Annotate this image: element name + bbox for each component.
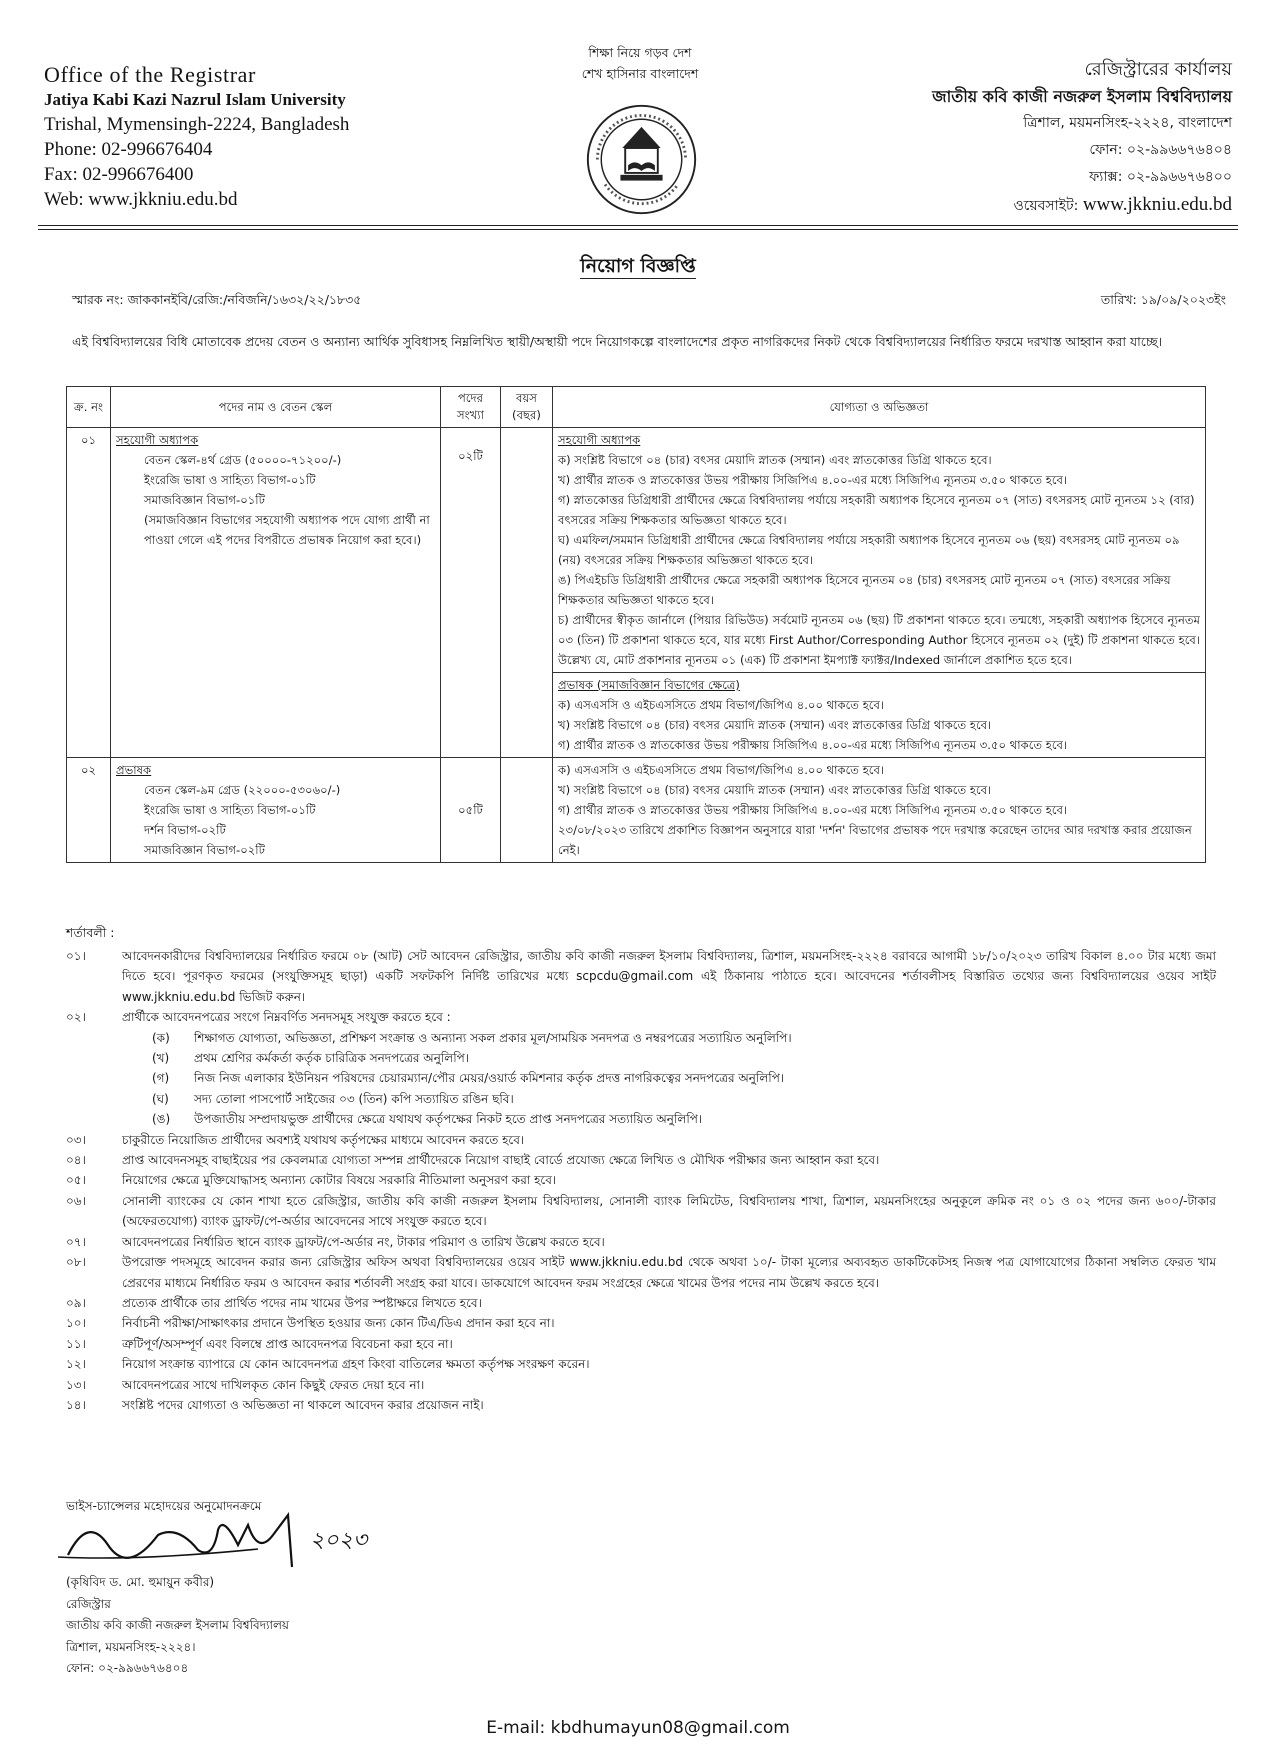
qualification-item: গ) প্রার্থীর স্নাতক ও স্নাতকোত্তর উভয় পরীক্ষায় সিজিপিএ ৪.০০-এর মধ্যে সিজিপিএ ন্যূনতম ৩.৫০ থাকতে হবে। (558, 738, 1068, 752)
condition-item (66, 1334, 1216, 1354)
qualification-item: ক) সংশ্লিষ্ট বিভাগে ০৪ (চার) বৎসর মেয়াদি স্নাতক (সম্মান) এবং স্নাতকোত্তর ডিগ্রি থাকতে হবে। (558, 453, 992, 467)
memo-number: স্মারক নং: জাককানইবি/রেজি:/নবিজনি/১৬৩২/২২/১৮৩৫ (72, 292, 362, 307)
notice-date: তারিখ: ১৯/০৯/২০২৩ইং (1100, 292, 1226, 307)
subitem-key: (খ) (152, 1051, 170, 1066)
qualification-cell (553, 758, 1206, 863)
condition-item (66, 1150, 1216, 1170)
col-qualification: যোগ্যতা ও অভিজ্ঞতা (553, 387, 1206, 428)
department: সমাজবিজ্ঞান বিভাগ-০২টি (144, 843, 265, 857)
condition-text: সংশ্লিষ্ট পদের যোগ্যতা ও অভিজ্ঞতা না থাকলে আবেদন করার প্রয়োজন নাই। (122, 1397, 484, 1412)
condition-number: ০৯। (66, 1295, 86, 1310)
email-address: kbdhumayun08@gmail.com (550, 1718, 790, 1738)
condition-text: প্রত্যেক প্রার্থীকে তার প্রার্থিত পদের নাম খামের উপর স্পষ্টাক্ষরে লিখতে হবে। (122, 1295, 482, 1310)
condition-text: আবেদনপত্রের সাথে দাখিলকৃত কোন কিছুই ফেরত দেয়া হবে না। (122, 1377, 425, 1392)
condition-item (66, 1191, 1216, 1232)
signatory-designation: রেজিস্ট্রার (66, 1596, 111, 1611)
signatory-university: জাতীয় কবি কাজী নজরুল ইসলাম বিশ্ববিদ্যালয় (66, 1618, 289, 1632)
conditions-title: শর্তাবলী : (66, 925, 115, 940)
post-note: (সমাজবিজ্ঞান বিভাগের সহযোগী অধ্যাপক পদে যোগ্য প্রার্থী না পাওয়া গেলে এই পদের বিপরীতে প্রভাষক নিয়োগ করা হবে।) (144, 513, 430, 547)
motto-line-1: শিক্ষা নিয়ে গড়ব দেশ (588, 45, 692, 60)
age-cell (501, 758, 553, 863)
col-sl: ক্র. নং (67, 387, 111, 428)
condition-number: ০৭। (66, 1234, 86, 1249)
subitem-key: (ক) (152, 1030, 170, 1045)
condition-number: ১২। (66, 1357, 86, 1372)
qualification-item: ক) এসএসসি ও এইচএসসিতে প্রথম বিভাগ/জিপিএ ৪.০০ থাকতে হবে। (558, 698, 885, 712)
condition-item (66, 1252, 1216, 1293)
website-bn: www.jkkniu.edu.bd (1082, 194, 1232, 215)
university-name: Jatiya Kabi Kazi Nazrul Islam University (44, 90, 346, 109)
posts-table (66, 386, 1206, 863)
qualification-item: খ) প্রার্থীর স্নাতক ও স্নাতকোত্তর উভয় পরীক্ষায় সিজিপিএ ৪.০০-এর মধ্যে সিজিপিএ ন্যূনতম ৩.৫০ থাকতে হবে। (558, 473, 1068, 487)
notice-title-text: নিয়োগ বিজ্ঞপ্তি (580, 255, 696, 277)
pay-scale: বেতন স্কেল-৯ম গ্রেড (২২০০০-৫৩০৬০/-) (144, 783, 341, 797)
condition-item (66, 1375, 1216, 1395)
condition-text: প্রার্থীকে আবেদনপত্রের সংগে নিম্নবর্ণিত সনদসমূহ সংযুক্ত করতে হবে : (122, 1010, 451, 1025)
fax-bn: ফ্যাক্স: ০২-৯৯৬৬৭৬৪০০ (1089, 169, 1232, 185)
email-label: E-mail: (486, 1718, 546, 1738)
condition-number: ০৫। (66, 1173, 86, 1188)
qualification-item: খ) সংশ্লিষ্ট বিভাগে ০৪ (চার) বৎসর মেয়াদি স্নাতক (সম্মান) এবং স্নাতকোত্তর ডিগ্রি থাকতে হবে। (558, 783, 992, 797)
footer-email (0, 1718, 1276, 1738)
condition-item (66, 1170, 1216, 1190)
col-post: পদের নাম ও বেতন স্কেল (111, 387, 441, 428)
col-age: বয়স (বছর) (501, 387, 553, 428)
phone: Phone: 02-996676404 (44, 139, 213, 160)
subitem-text: শিক্ষাগত যোগ্যতা, অভিজ্ঞতা, প্রশিক্ষণ সংক্রান্ত ও অন্যান্য সকল প্রকার মূল/সাময়িক সনদপত্র ও নম্বরপত্রের সত্যায়িত অনুলিপি। (194, 1030, 792, 1045)
department: সমাজবিজ্ঞান বিভাগ-০১টি (144, 493, 265, 507)
subitem-text: সদ্য তোলা পাসপোর্ট সাইজের ০৩ (তিন) কপি সত্যায়িত রঙিন ছবি। (194, 1091, 514, 1106)
motto (520, 42, 760, 84)
condition-item (66, 1232, 1216, 1252)
condition-number: ০২। (66, 1010, 86, 1025)
row-sl: ০১ (67, 428, 111, 758)
condition-subitem (66, 1048, 1216, 1068)
signatory-phone: ফোন: ০২-৯৯৬৬৭৬৪০৪ (66, 1661, 189, 1675)
col-count: পদের সংখ্যা (441, 387, 501, 428)
condition-number: ১০। (66, 1316, 86, 1331)
fax: Fax: 02-996676400 (44, 164, 194, 185)
condition-number: ০৩। (66, 1132, 86, 1147)
qualification-item: চ) প্রার্থীদের স্বীকৃত জার্নালে (পিয়ার রিভিউড) সর্বমোট ন্যূনতম ০৬ (ছয়) টি প্রকাশনা থাকতে হবে। তন্মধ্যে, সহকারী অধ্যাপক হিসেবে ন্যূনতম ০৩ (তিন) টি প্রকাশনা থাকতে হবে, যার মধ্যে First Author/Corresponding Author হিসেবে ন্যূনতম ০২ (দুই) টি প্রকাশনা থাকতে হবে। উল্লেখ্য যে, মোট প্রকাশনার ন্যূনতম ০১ (এক) টি প্রকাশনা ইমপ্যাক্ট ফ্যাক্টর/Indexed জার্নালে প্রকাশিত হতে হবে। (558, 613, 1200, 667)
header-bangla (932, 56, 1232, 220)
notice-title (0, 252, 1276, 284)
qualification-item: খ) সংশ্লিষ্ট বিভাগে ০৪ (চার) বৎসর মেয়াদি স্নাতক (সম্মান) এবং স্নাতকোত্তর ডিগ্রি থাকতে হবে। (558, 718, 992, 732)
condition-number: ০১। (66, 949, 86, 963)
header-divider (38, 225, 1238, 226)
qualification-item: গ) প্রার্থীর স্নাতক ও স্নাতকোত্তর উভয় পরীক্ষায় সিজিপিএ ৪.০০-এর মধ্যে সিজিপিএ ন্যূনতম ৩.৫০ থাকতে হবে। (558, 803, 1068, 817)
condition-text: প্রাপ্ত আবেদনসমূহ বাছাইয়ের পর কেবলমাত্র যোগ্যতা সম্পন্ন প্রার্থীদেরকে নিয়োগ বাছাই বোর্ডে প্রযোজ্য ক্ষেত্রে লিখিত ও মৌখিক পরীক্ষার জন্য আহ্বান করা হবে। (122, 1153, 880, 1168)
condition-text: ত্রুটিপূর্ণ/অসম্পূর্ণ এবং বিলম্বে প্রাপ্ত আবেদনপত্র বিবেচনা করা হবে না। (122, 1336, 453, 1351)
condition-subitem (66, 1028, 1216, 1048)
qualification-item: গ) স্নাতকোত্তর ডিগ্রিধারী প্রার্থীদের ক্ষেত্রে বিশ্ববিদ্যালয় পর্যায়ে সহকারী অধ্যাপক হিসেবে ন্যূনতম ০৭ (সাত) বৎসরসহ মোট ন্যূনতম ১২ (বার) বৎসরের সক্রিয় শিক্ষকতার অভিজ্ঞতা থাকতে হবে। (558, 493, 1195, 527)
website: Web: www.jkkniu.edu.bd (44, 189, 238, 210)
condition-text: নিয়োগ সংক্রান্ত ব্যাপারে যে কোন আবেদনপত্র গ্রহণ কিংবা বাতিলের ক্ষমতা কর্তৃপক্ষ সংরক্ষণ করেন। (122, 1357, 590, 1372)
condition-subitem (66, 1109, 1216, 1129)
subitem-text: নিজ নিজ এলাকার ইউনিয়ন পরিষদের চেয়ারম্যান/পৌর মেয়র/ওয়ার্ড কমিশনার কর্তৃক প্রদত্ত নাগরিকত্বের সনদপত্রের অনুলিপি। (194, 1071, 785, 1086)
row-post-cell (111, 428, 441, 758)
condition-item (66, 1395, 1216, 1415)
qualification-item: ২৩/০৮/২০২৩ তারিখে প্রকাশিত বিজ্ঞাপন অনুসারে যারা 'দর্শন' বিভাগের প্রভাষক পদে দরখাস্ত করেছেন তাদের আর দরখাস্ত করার প্রয়োজন নেই। (558, 823, 1192, 857)
condition-number: ০৬। (66, 1193, 86, 1208)
header-english (44, 62, 349, 212)
age-cell (501, 428, 553, 758)
office-title: Office of the Registrar (44, 62, 256, 87)
subitem-key: (ঘ) (152, 1091, 169, 1106)
condition-number: ০৮। (66, 1255, 86, 1270)
conditions-list (66, 946, 1216, 1415)
condition-text: নিয়োগের ক্ষেত্রে মুক্তিযোদ্ধাসহ অন্যান্য কোটার বিষয়ে সরকারি নীতিমালা অনুসরণ করা হবে। (122, 1173, 557, 1188)
address: Trishal, Mymensingh-2224, Bangladesh (44, 114, 350, 135)
condition-number: ১১। (66, 1336, 86, 1351)
university-seal-icon (584, 102, 699, 217)
intro-paragraph: এই বিশ্ববিদ্যালয়ের বিধি মোতাবেক প্রদেয় বেতন ও অন্যান্য আর্থিক সুবিধাসহ নিম্নলিখিত স্থায়ী/অস্থায়ী পদে নিয়োগকল্পে বাংলাদেশের প্রকৃত নাগরিকদের নিকট থেকে বিশ্ববিদ্যালয়ের নির্ধারিত ফরমে দরখাস্ত আহ্বান করা যাচ্ছে। (72, 334, 1163, 349)
department: দর্শন বিভাগ-০২টি (144, 823, 226, 837)
post-name: প্রভাষক (116, 763, 152, 777)
condition-text: নির্বাচনী পরীক্ষা/সাক্ষাৎকার প্রদানে উপস্থিত হওয়ার জন্য কোন টিএ/ডিএ প্রদান করা হবে না। (122, 1316, 555, 1331)
condition-subitem (66, 1068, 1216, 1088)
website-label-bn: ওয়েবসাইট: (1013, 198, 1079, 214)
table-row (67, 758, 1206, 863)
condition-item (66, 1313, 1216, 1333)
post-count: ০৫টি (441, 758, 501, 863)
condition-item (66, 1354, 1216, 1374)
condition-text: আবেদনপত্রের নির্ধারিত স্থানে ব্যাংক ড্রাফট/পে-অর্ডার নং, টাকার পরিমাণ ও তারিখ উল্লেখ করতে হবে। (122, 1234, 605, 1249)
row-post-cell (111, 758, 441, 863)
condition-item (66, 1293, 1216, 1313)
signature-date-scrawl: ২০২৩ (310, 1528, 368, 1553)
qualification-cell (553, 428, 1206, 758)
row-sl: ০২ (67, 758, 111, 863)
condition-text: সোনালী ব্যাংকের যে কোন শাখা হতে রেজিস্ট্রার, জাতীয় কবি কাজী নজরুল ইসলাম বিশ্ববিদ্যালয়, সোনালী ব্যাংক লিমিটেড, বিশ্ববিদ্যালয় শাখা, ত্রিশাল, ময়মনসিংহের অনুকূলে ক্রমিক নং ০১ ও ০২ পদের জন্য ৬০০/-টাকার (অফেরতযোগ্য) ব্যাংক ড্রাফট/পে-অর্ডার আবেদনের সাথে সংযুক্ত করতে হবে। (122, 1193, 1216, 1229)
condition-number: ০৪। (66, 1153, 86, 1168)
signatory-address: ত্রিশাল, ময়মনসিংহ-২২২৪। (66, 1639, 196, 1654)
qualification-heading: প্রভাষক (সমাজবিজ্ঞান বিভাগের ক্ষেত্রে) (558, 678, 740, 692)
signature-block (66, 1572, 289, 1680)
condition-text: উপরোক্ত পদসমূহে আবেদন করার জন্য রেজিস্ট্রার অফিস অথবা বিশ্ববিদ্যালয়ের ওয়েব সাইট www.jkkniu.edu.bd থেকে অথবা ১০/- টাকা মূল্যের অব্যবহৃত ডাকটিকেটসহ নিজস্ব পত্র যোগাযোগের ঠিকানা সম্বলিত ফেরত খাম প্রেরণের মাধ্যমে নির্ধারিত ফরম ও আবেদন করার শর্তাবলী সংগ্রহ করা যাবে। ডাকযোগে আবেদন ফরম সংগ্রহের ক্ষেত্রে খামের উপর পদের নাম উল্লেখ করতে হবে। (122, 1255, 1216, 1290)
signatory-name: (কৃষিবিদ ড. মো. হুমায়ুন কবীর) (66, 1575, 215, 1589)
department: ইংরেজি ভাষা ও সাহিত্য বিভাগ-০১টি (144, 473, 316, 487)
table-row (67, 428, 1206, 758)
qualification-item: ক) এসএসসি ও এইচএসসিতে প্রথম বিভাগ/জিপিএ ৪.০০ থাকতে হবে। (558, 763, 885, 777)
table-header-row (67, 387, 1206, 428)
condition-item (66, 1130, 1216, 1150)
post-count: ০২টি (441, 428, 501, 758)
condition-text: আবেদনকারীদের বিশ্ববিদ্যালয়ের নির্ধারিত ফরমে ০৮ (আট) সেট আবেদন রেজিস্ট্রার, জাতীয় কবি কাজী নজরুল ইসলাম বিশ্ববিদ্যালয়, ত্রিশাল, ময়মনসিংহ-২২২৪ বরাবরে আগামী ১৮/১০/২০২৩ তারিখ বিকাল ৪.০০ টার মধ্যে জমা দিতে হবে। পূরণকৃত ফরমের (সংযুক্তিসমূহ ছাড়া) একটি সফটকপি নির্দিষ্ট তারিখের মধ্যে scpcdu@gmail.com এই ঠিকানায় পাঠাতে হবে। আবেদনের শর্তাবলীসহ বিস্তারিত তথ্যের জন্য বিশ্ববিদ্যালয়ের ওয়েব সাইট www.jkkniu.edu.bd ভিজিট করুন। (122, 949, 1216, 1004)
condition-item (66, 1007, 1216, 1027)
pay-scale: বেতন স্কেল-৪র্থ গ্রেড (৫০০০০-৭১২০০/-) (144, 453, 342, 467)
motto-line-2: শেখ হাসিনার বাংলাদেশ (581, 66, 699, 81)
condition-number: ১৪। (66, 1397, 86, 1412)
university-name-bn: জাতীয় কবি কাজী নজরুল ইসলাম বিশ্ববিদ্যালয় (932, 87, 1232, 106)
subitem-key: (ঙ) (152, 1112, 171, 1127)
qualification-item: ঙ) পিএইচডি ডিগ্রিধারী প্রার্থীদের ক্ষেত্রে সহকারী অধ্যাপক হিসেবে ন্যূনতম ০৪ (চার) বৎসরসহ মোট ন্যূনতম ০৭ (সাত) বৎসরের সক্রিয় শিক্ষকতার অভিজ্ঞতা থাকতে হবে। (558, 573, 1171, 607)
condition-subitem (66, 1089, 1216, 1109)
qualification-heading: সহযোগী অধ্যাপক (558, 433, 641, 447)
condition-item (66, 946, 1216, 1007)
qualification-item: ঘ) এমফিল/সমমান ডিগ্রিধারী প্রার্থীদের ক্ষেত্রে বিশ্ববিদ্যালয় পর্যায়ে সহকারী অধ্যাপক হিসেবে ন্যূনতম ০৬ (ছয়) বৎসরসহ মোট ন্যূনতম ০৯ (নয়) বৎসরের সক্রিয় শিক্ষকতার অভিজ্ঞতা থাকতে হবে। (558, 533, 1180, 567)
subitem-text: উপজাতীয় সম্প্রদায়ভুক্ত প্রার্থীদের ক্ষেত্রে যথাযথ কর্তৃপক্ষের নিকট হতে প্রাপ্ত সনদপত্রের সত্যায়িত অনুলিপি। (194, 1112, 703, 1127)
signature-scrawl-icon (48, 1505, 408, 1575)
condition-number: ১৩। (66, 1377, 86, 1392)
post-name: সহযোগী অধ্যাপক (116, 433, 199, 447)
subitem-key: (গ) (152, 1071, 170, 1086)
signature-intro: ভাইস-চ্যান্সেলর মহোদয়ের অনুমোদনক্রমে (66, 1499, 262, 1513)
office-title-bn: রেজিস্ট্রারের কার্যালয় (1084, 59, 1232, 80)
department: ইংরেজি ভাষা ও সাহিত্য বিভাগ-০১টি (144, 803, 316, 817)
header-divider-2 (38, 229, 1238, 230)
phone-bn: ফোন: ০২-৯৯৬৬৭৬৪০৪ (1089, 142, 1232, 158)
condition-text: চাকুরীতে নিয়োজিত প্রার্থীদের অবশ্যই যথাযথ কর্তৃপক্ষের মাধ্যমে আবেদন করতে হবে। (122, 1132, 525, 1147)
subitem-text: প্রথম শ্রেণির কর্মকর্তা কর্তৃক চারিত্রিক সনদপত্রের অনুলিপি। (194, 1051, 470, 1066)
address-bn: ত্রিশাল, ময়মনসিংহ-২২২৪, বাংলাদেশ (1023, 115, 1232, 131)
